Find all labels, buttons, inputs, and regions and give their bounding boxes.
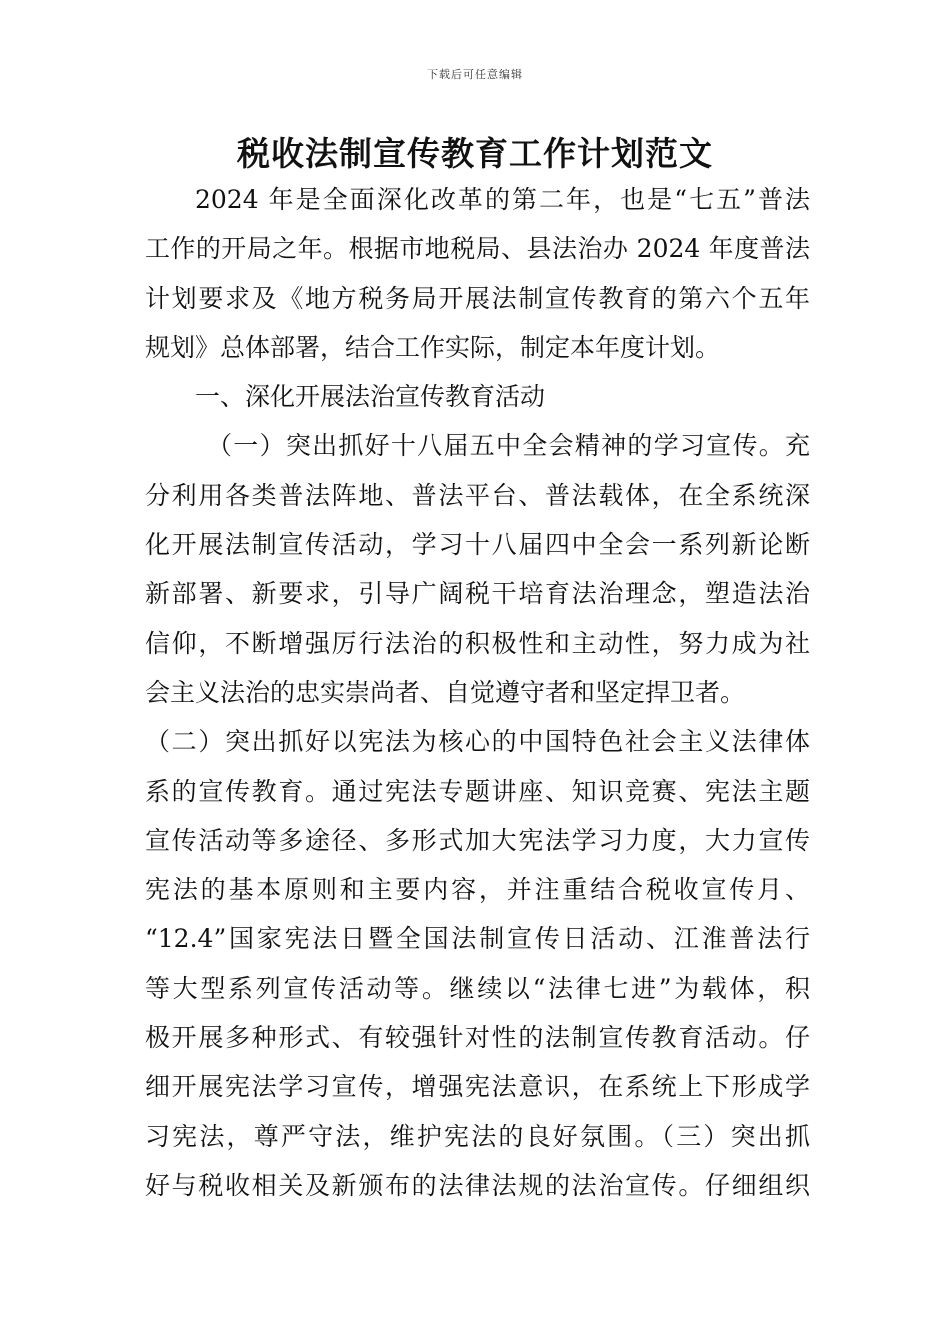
paragraph-line: 工作的开局之年。根据市地税局、县法治办 2024 年度普法 — [145, 234, 810, 264]
paragraph-line: 规划》总体部署，结合工作实际，制定本年度计划。 — [145, 332, 721, 362]
paragraph-line: 宣传活动等多途径、多形式加大宪法学习力度，大力宣传 — [145, 825, 810, 855]
paragraph-line: 细开展宪法学习宣传，增强宪法意识，在系统上下形成学 — [145, 1072, 810, 1102]
header-note: 下载后可任意编辑 — [427, 68, 523, 81]
paragraph-line: 信仰，不断增强厉行法治的积极性和主动性，努力成为社 — [145, 628, 810, 658]
paragraph-line: 会主义法治的忠实崇尚者、自觉遵守者和坚定捍卫者。 — [145, 677, 746, 707]
paragraph-line: 化开展法制宣传活动，学习十八届四中全会一系列新论断 — [145, 530, 810, 560]
section-heading: 一、深化开展法治宣传教育活动 — [195, 382, 546, 412]
document-body — [145, 180, 810, 1215]
paragraph-line: （一）突出抓好十八届五中全会精神的学习宣传。充 — [207, 431, 810, 461]
paragraph-line: 好与税收相关及新颁布的法律法规的法治宣传。仔细组织 — [145, 1170, 810, 1200]
paragraph-line: “12.4”国家宪法日暨全国法制宣传日活动、江淮普法行 — [145, 924, 810, 954]
document-title: 税收法制宣传教育工作计划范文 — [237, 134, 713, 173]
paragraph-line: 2024 年是全面深化改革的第二年，也是“七五”普法 — [195, 185, 810, 214]
paragraph-line: 等大型系列宣传活动等。继续以“法律七进”为载体，积 — [145, 973, 810, 1003]
paragraph-line: 习宪法，尊严守法，维护宪法的良好氛围。（三）突出抓 — [145, 1121, 810, 1151]
paragraph-line: 分利用各类普法阵地、普法平台、普法载体，在全系统深 — [145, 480, 810, 510]
paragraph-line: 计划要求及《地方税务局开展法制宣传教育的第六个五年 — [145, 283, 810, 313]
paragraph-line: 系的宣传教育。通过宪法专题讲座、知识竞赛、宪法主题 — [145, 776, 810, 806]
paragraph-line: 宪法的基本原则和主要内容，并注重结合税收宣传月、 — [145, 875, 810, 905]
paragraph-line: 新部署、新要求，引导广阔税干培育法治理念，塑造法治 — [145, 579, 810, 609]
paragraph-line: （二）突出抓好以宪法为核心的中国特色社会主义法律体 — [145, 727, 810, 757]
paragraph-line: 极开展多种形式、有较强针对性的法制宣传教育活动。仔 — [145, 1023, 810, 1053]
